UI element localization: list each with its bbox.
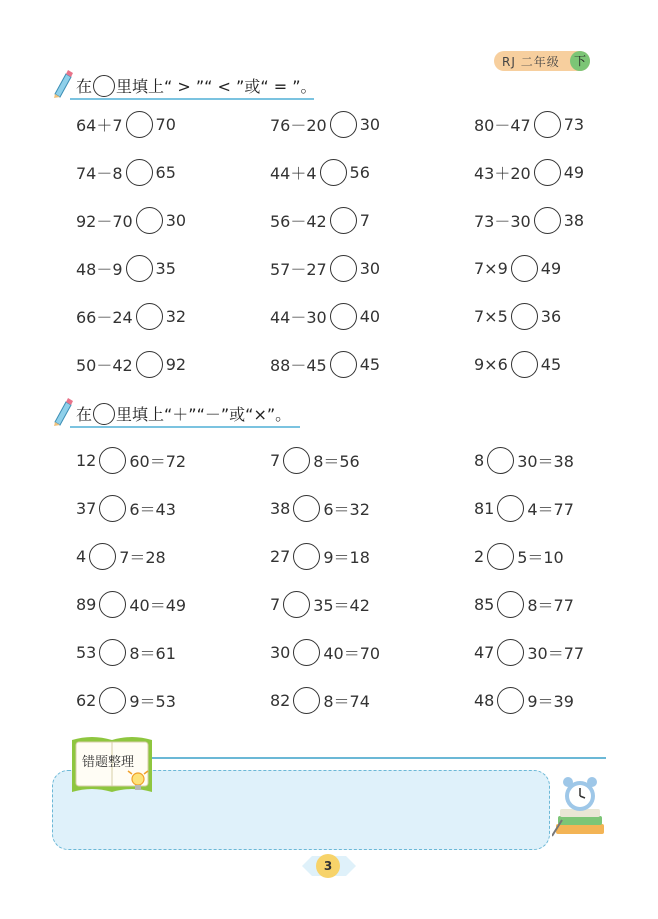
expression-right: 32: [165, 306, 187, 326]
expression-right: 9＝39: [527, 691, 574, 711]
expression-left: 50－42: [76, 355, 133, 375]
operator-question: [76, 589, 186, 619]
answer-circle[interactable]: [126, 255, 153, 282]
expression-right: 9＝18: [323, 547, 370, 567]
expression-left: 7×9: [474, 258, 508, 278]
expression-left: 43＋20: [474, 163, 531, 183]
expression-left: 12: [76, 450, 97, 470]
expression-right: 8＝77: [527, 595, 574, 615]
expression-right: 49: [563, 162, 585, 182]
operator-question: [76, 445, 186, 475]
expression-right: 49: [540, 258, 562, 278]
expression-right: 8＝74: [323, 691, 370, 711]
expression-right: 5＝10: [517, 547, 564, 567]
expression-right: 56: [349, 162, 370, 182]
answer-circle[interactable]: [99, 591, 126, 618]
operator-question: [474, 541, 564, 571]
compare-question: [474, 301, 561, 331]
expression-right: 30＝77: [527, 643, 585, 663]
operator-question: [270, 493, 370, 523]
expression-left: 92－70: [76, 211, 133, 231]
operator-question: [474, 637, 584, 667]
expression-right: 30: [359, 258, 381, 278]
operator-question: [76, 685, 176, 715]
answer-circle[interactable]: [136, 303, 163, 330]
expression-left: 57－27: [270, 259, 327, 279]
answer-circle[interactable]: [511, 255, 538, 282]
operator-question: [474, 589, 574, 619]
error-review-divider: [150, 757, 606, 759]
compare-question: [474, 349, 561, 379]
expression-left: 62: [76, 690, 97, 710]
expression-left: 89: [76, 594, 97, 614]
answer-circle-sample: [93, 403, 115, 425]
answer-circle[interactable]: [330, 111, 357, 138]
expression-right: 30＝38: [517, 451, 574, 471]
answer-circle[interactable]: [511, 303, 538, 330]
answer-circle[interactable]: [497, 495, 524, 522]
answer-circle[interactable]: [283, 591, 310, 618]
expression-right: 73: [563, 114, 585, 134]
expression-right: 9＝53: [129, 691, 176, 711]
compare-question: [474, 205, 584, 235]
expression-left: 88－45: [270, 355, 327, 375]
answer-circle[interactable]: [283, 447, 310, 474]
expression-right: 35: [155, 258, 176, 278]
answer-circle[interactable]: [136, 351, 163, 378]
expression-left: 56－42: [270, 211, 327, 231]
expression-right: 45: [359, 354, 381, 374]
expression-left: 27: [270, 546, 291, 566]
page-number: 3: [316, 854, 340, 878]
operator-question: [270, 637, 380, 667]
answer-circle[interactable]: [99, 495, 126, 522]
compare-question: [474, 253, 561, 283]
expression-right: 70: [155, 114, 176, 134]
expression-right: 7＝28: [119, 547, 166, 567]
compare-question: [270, 301, 380, 331]
expression-left: 66－24: [76, 307, 133, 327]
operator-question: [270, 589, 370, 619]
answer-circle[interactable]: [293, 543, 320, 570]
expression-left: 85: [474, 594, 495, 614]
expression-left: 48－9: [76, 259, 123, 279]
answer-circle[interactable]: [487, 447, 514, 474]
expression-left: 37: [76, 498, 97, 518]
expression-right: 38: [563, 210, 585, 230]
expression-left: 4: [76, 546, 87, 566]
section1-underline: [70, 98, 314, 100]
expression-left: 80－47: [474, 115, 531, 135]
pencil-icon: [52, 398, 74, 426]
answer-circle[interactable]: [320, 159, 347, 186]
expression-right: 6＝43: [129, 499, 176, 519]
answer-circle[interactable]: [330, 351, 357, 378]
term-tag: 下: [570, 51, 590, 71]
expression-left: 44－30: [270, 307, 327, 327]
expression-left: 48: [474, 690, 495, 710]
answer-circle[interactable]: [99, 639, 126, 666]
expression-right: 30: [165, 210, 187, 230]
expression-right: 6＝32: [323, 499, 370, 519]
answer-circle[interactable]: [89, 543, 116, 570]
answer-circle[interactable]: [136, 207, 163, 234]
compare-question: [474, 109, 584, 139]
compare-question: [270, 253, 380, 283]
compare-question: [270, 205, 370, 235]
expression-left: 73－30: [474, 211, 531, 231]
expression-right: 92: [165, 354, 187, 374]
expression-right: 45: [540, 354, 562, 374]
expression-right: 4＝77: [527, 499, 574, 519]
expression-right: 8＝61: [129, 643, 176, 663]
answer-circle-sample: [93, 75, 115, 97]
expression-left: 8: [474, 450, 485, 470]
section2-instruction-pre: 在: [76, 405, 93, 424]
answer-circle[interactable]: [534, 111, 561, 138]
section1-instruction: 里填上“ > ”“ < ”或“ = ”。: [116, 77, 317, 96]
expression-right: 60＝72: [129, 451, 187, 471]
answer-circle[interactable]: [330, 207, 357, 234]
error-review-title: 错题整理: [82, 755, 135, 770]
operator-question: [270, 541, 370, 571]
grade-label: RJ 二年级: [502, 55, 560, 69]
expression-right: 36: [540, 306, 562, 326]
alarm-clock-books-icon: [552, 776, 608, 838]
compare-question: [76, 109, 176, 139]
expression-right: 7: [359, 210, 370, 230]
answer-circle[interactable]: [293, 639, 320, 666]
compare-question: [76, 205, 186, 235]
expression-left: 38: [270, 498, 291, 518]
answer-circle[interactable]: [511, 351, 538, 378]
section1-instruction-pre: 在: [76, 77, 93, 96]
expression-left: 2: [474, 546, 485, 566]
operator-question: [270, 685, 370, 715]
compare-question: [76, 253, 176, 283]
answer-circle[interactable]: [99, 447, 126, 474]
operator-question: [270, 445, 360, 475]
answer-circle[interactable]: [126, 159, 153, 186]
compare-question: [76, 349, 186, 379]
expression-left: 53: [76, 642, 97, 662]
section2-instruction: 里填上“＋”“－”或“×”。: [116, 405, 292, 424]
compare-question: [270, 109, 380, 139]
pencil-icon: [52, 70, 74, 98]
expression-left: 64＋7: [76, 115, 123, 135]
answer-circle[interactable]: [487, 543, 514, 570]
operator-question: [474, 493, 574, 523]
expression-left: 74－8: [76, 163, 123, 183]
expression-right: 40＝49: [129, 595, 187, 615]
answer-circle[interactable]: [330, 303, 357, 330]
compare-question: [76, 157, 176, 187]
expression-left: 81: [474, 498, 495, 518]
answer-circle[interactable]: [534, 159, 561, 186]
expression-left: 82: [270, 690, 291, 710]
answer-circle[interactable]: [126, 111, 153, 138]
expression-left: 7×5: [474, 306, 508, 326]
expression-left: 7: [270, 594, 281, 614]
answer-circle[interactable]: [534, 207, 561, 234]
compare-question: [474, 157, 584, 187]
expression-right: 40: [359, 306, 381, 326]
answer-circle[interactable]: [497, 687, 524, 714]
compare-question: [270, 157, 370, 187]
compare-question: [76, 301, 186, 331]
expression-left: 76－20: [270, 115, 327, 135]
answer-circle[interactable]: [99, 687, 126, 714]
answer-circle[interactable]: [293, 687, 320, 714]
expression-left: 44＋4: [270, 163, 317, 183]
operator-question: [76, 493, 176, 523]
expression-right: 30: [359, 114, 381, 134]
expression-left: 47: [474, 642, 495, 662]
answer-circle[interactable]: [293, 495, 320, 522]
expression-left: 30: [270, 642, 291, 662]
expression-right: 35＝42: [313, 595, 370, 615]
section2-underline: [70, 426, 300, 428]
operator-question: [76, 637, 176, 667]
expression-right: 40＝70: [323, 643, 381, 663]
answer-circle[interactable]: [497, 639, 524, 666]
lightbulb-icon: [126, 767, 150, 793]
grade-badge: [494, 51, 590, 71]
answer-circle[interactable]: [497, 591, 524, 618]
operator-question: [474, 445, 574, 475]
answer-circle[interactable]: [330, 255, 357, 282]
expression-right: 8＝56: [313, 451, 360, 471]
expression-right: 65: [155, 162, 176, 182]
expression-left: 7: [270, 450, 281, 470]
compare-question: [270, 349, 380, 379]
operator-question: [474, 685, 574, 715]
expression-left: 9×6: [474, 354, 508, 374]
operator-question: [76, 541, 166, 571]
